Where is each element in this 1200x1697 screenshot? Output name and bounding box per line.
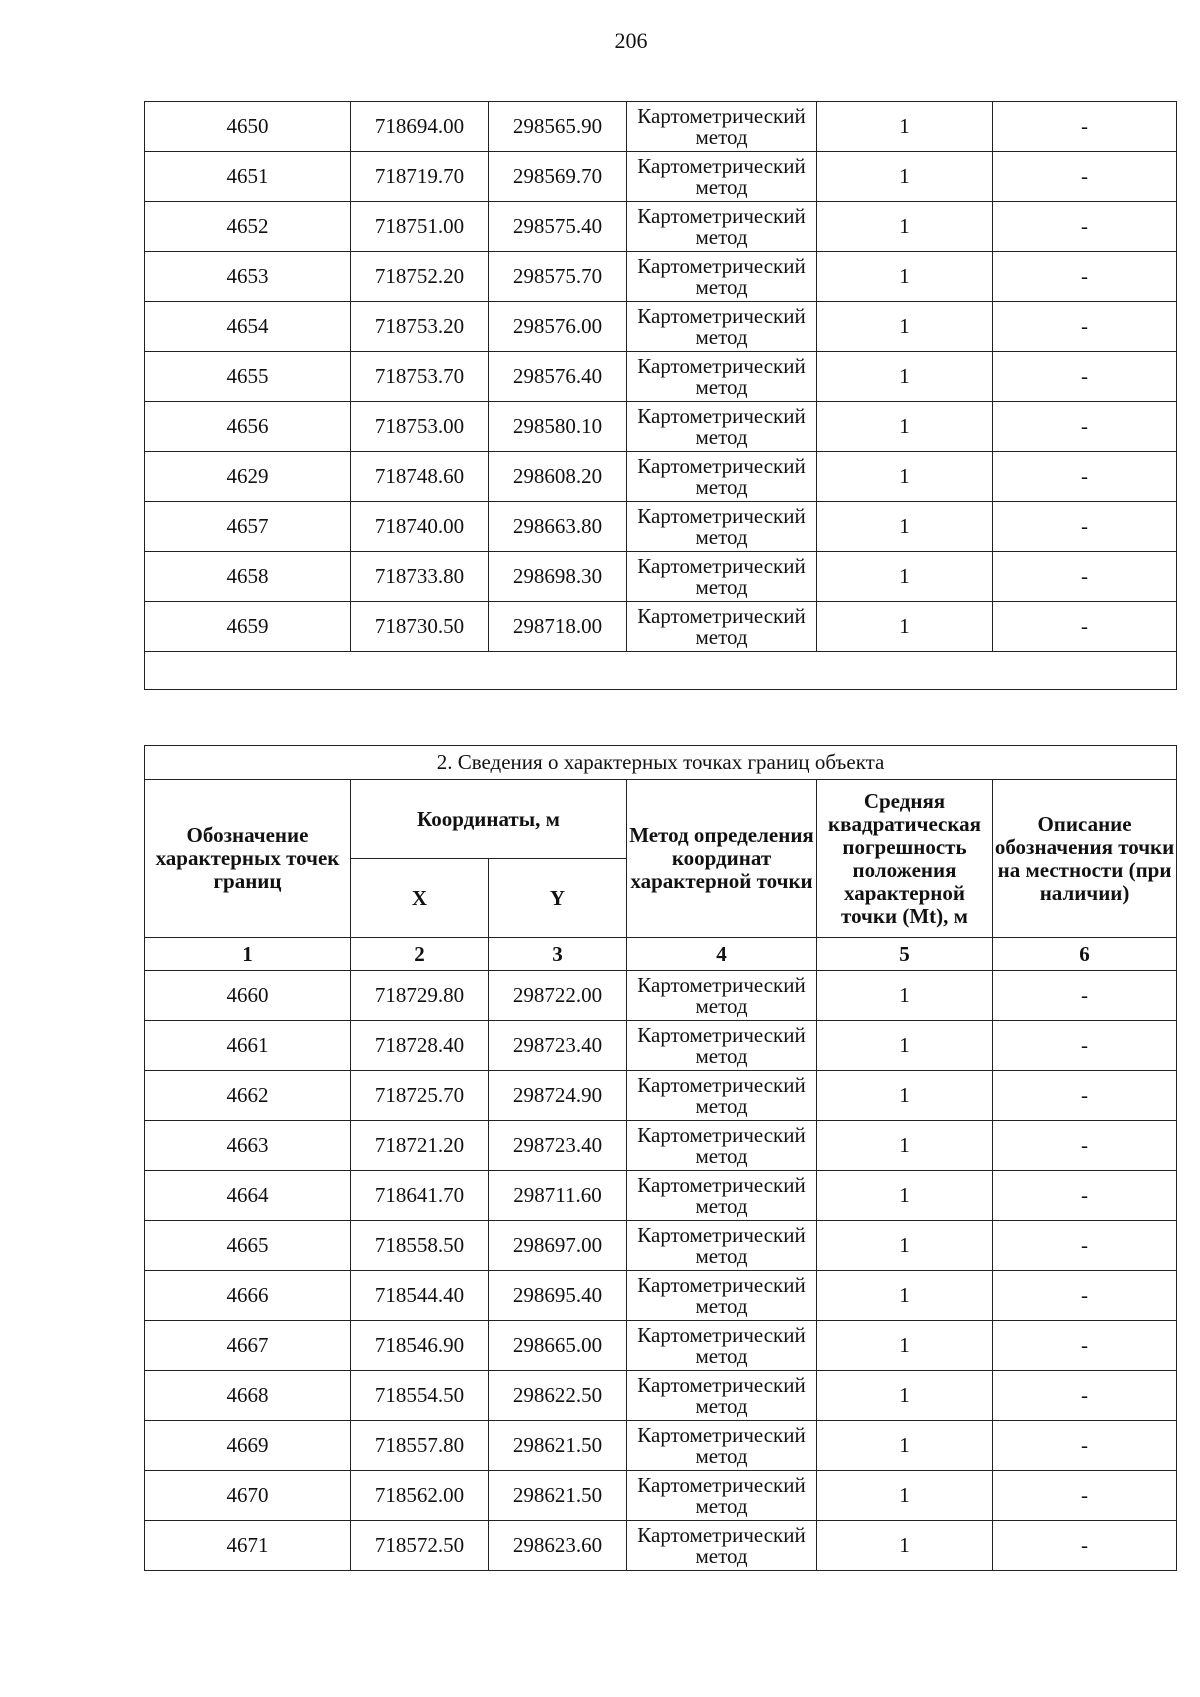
method-text: Картометрический: [637, 1372, 806, 1397]
table-row: [145, 1521, 1177, 1571]
point-cell: 4662: [145, 1071, 351, 1121]
description-cell: -: [993, 152, 1177, 202]
y-cell: 298698.30: [489, 552, 627, 602]
description-cell: -: [993, 552, 1177, 602]
method-cell: [627, 202, 817, 252]
x-cell: 718641.70: [351, 1171, 489, 1221]
method-cell: [627, 502, 817, 552]
table-row: [145, 1071, 1177, 1121]
y-cell: 298723.40: [489, 1021, 627, 1071]
method-text: метод: [695, 374, 748, 399]
accuracy-cell: 1: [817, 202, 993, 252]
point-cell: 4670: [145, 1471, 351, 1521]
x-cell: 718753.00: [351, 402, 489, 452]
point-cell: 4664: [145, 1171, 351, 1221]
method-text: метод: [695, 624, 748, 649]
method-text: метод: [695, 574, 748, 599]
y-cell: 298622.50: [489, 1371, 627, 1421]
method-text: Картометрический: [637, 1222, 806, 1247]
point-cell: 4660: [145, 971, 351, 1021]
table-row: [145, 202, 1177, 252]
point-cell: 4655: [145, 352, 351, 402]
method-cell: [627, 1471, 817, 1521]
point-cell: 4629: [145, 452, 351, 502]
method-text: Картометрический: [637, 1172, 806, 1197]
x-cell: 718572.50: [351, 1521, 489, 1571]
description-cell: -: [993, 1171, 1177, 1221]
method-text: метод: [695, 1443, 748, 1468]
method-text: метод: [695, 424, 748, 449]
x-cell: 718562.00: [351, 1471, 489, 1521]
y-cell: 298575.40: [489, 202, 627, 252]
description-cell: -: [993, 502, 1177, 552]
y-cell: 298623.60: [489, 1521, 627, 1571]
point-cell: 4669: [145, 1421, 351, 1471]
accuracy-cell: 1: [817, 1171, 993, 1221]
x-cell: 718694.00: [351, 102, 489, 152]
method-text: Картометрический: [637, 972, 806, 997]
y-cell: 298576.00: [489, 302, 627, 352]
table-row: [145, 1321, 1177, 1371]
y-cell: 298621.50: [489, 1471, 627, 1521]
table-row: [145, 552, 1177, 602]
method-text: Картометрический: [637, 1122, 806, 1147]
description-cell: -: [993, 302, 1177, 352]
y-cell: 298724.90: [489, 1071, 627, 1121]
method-cell: [627, 1421, 817, 1471]
accuracy-cell: 1: [817, 152, 993, 202]
method-text: Картометрический: [637, 253, 806, 278]
table-row: [145, 152, 1177, 202]
method-cell: [627, 1371, 817, 1421]
point-cell: 4659: [145, 602, 351, 652]
accuracy-cell: 1: [817, 502, 993, 552]
method-text: метод: [695, 124, 748, 149]
method-cell: [627, 1121, 817, 1171]
y-cell: 298569.70: [489, 152, 627, 202]
x-cell: 718748.60: [351, 452, 489, 502]
accuracy-cell: 1: [817, 1521, 993, 1571]
method-text: метод: [695, 524, 748, 549]
point-cell: 4650: [145, 102, 351, 152]
table-row: [145, 452, 1177, 502]
accuracy-cell: 1: [817, 302, 993, 352]
table-row: [145, 302, 1177, 352]
table-row: [145, 352, 1177, 402]
method-text: Картометрический: [637, 203, 806, 228]
accuracy-cell: 1: [817, 452, 993, 502]
description-cell: -: [993, 602, 1177, 652]
accuracy-cell: 1: [817, 971, 993, 1021]
y-cell: 298711.60: [489, 1171, 627, 1221]
table-row: [145, 1121, 1177, 1171]
accuracy-cell: 1: [817, 1021, 993, 1071]
method-text: Картометрический: [637, 303, 806, 328]
header-coordinates: Координаты, м: [351, 780, 627, 859]
y-cell: 298663.80: [489, 502, 627, 552]
x-cell: 718544.40: [351, 1271, 489, 1321]
description-cell: -: [993, 252, 1177, 302]
header-row: [145, 780, 1177, 859]
method-text: Картометрический: [637, 1472, 806, 1497]
method-cell: [627, 102, 817, 152]
method-text: метод: [695, 1143, 748, 1168]
accuracy-cell: 1: [817, 1271, 993, 1321]
x-cell: 718753.70: [351, 352, 489, 402]
accuracy-cell: 1: [817, 402, 993, 452]
method-cell: [627, 1221, 817, 1271]
description-cell: -: [993, 1221, 1177, 1271]
method-cell: [627, 1521, 817, 1571]
column-number: 3: [489, 938, 627, 971]
header-description: Описание обозначения точки на местности (при наличии): [993, 780, 1177, 938]
table-row: [145, 971, 1177, 1021]
method-cell: [627, 602, 817, 652]
method-cell: [627, 452, 817, 502]
y-cell: 298665.00: [489, 1321, 627, 1371]
accuracy-cell: 1: [817, 552, 993, 602]
method-text: метод: [695, 1543, 748, 1568]
y-cell: 298580.10: [489, 402, 627, 452]
method-text: метод: [695, 1293, 748, 1318]
accuracy-cell: 1: [817, 1371, 993, 1421]
method-text: метод: [695, 174, 748, 199]
method-text: метод: [695, 1493, 748, 1518]
method-text: Картометрический: [637, 1322, 806, 1347]
x-cell: 718558.50: [351, 1221, 489, 1271]
page-number: 206: [614, 28, 648, 53]
description-cell: -: [993, 1421, 1177, 1471]
accuracy-cell: 1: [817, 1071, 993, 1121]
x-cell: 718733.80: [351, 552, 489, 602]
method-cell: [627, 152, 817, 202]
method-text: метод: [695, 993, 748, 1018]
header-x: X: [351, 859, 489, 938]
method-cell: [627, 971, 817, 1021]
y-cell: 298621.50: [489, 1421, 627, 1471]
column-number: 6: [993, 938, 1177, 971]
method-text: Картометрический: [637, 103, 806, 128]
method-text: метод: [695, 274, 748, 299]
table-row: [145, 502, 1177, 552]
x-cell: 718725.70: [351, 1071, 489, 1121]
header-point-designation: Обозначение характерных точек границ: [145, 780, 351, 938]
header-accuracy: Средняя квадратическая погрешность положения характерной точки (Mt), м: [817, 780, 993, 938]
y-cell: 298576.40: [489, 352, 627, 402]
x-cell: 718546.90: [351, 1321, 489, 1371]
method-text: метод: [695, 1043, 748, 1068]
description-cell: -: [993, 1021, 1177, 1071]
description-cell: -: [993, 1271, 1177, 1321]
description-cell: -: [993, 1521, 1177, 1571]
method-cell: [627, 552, 817, 602]
point-cell: 4652: [145, 202, 351, 252]
accuracy-cell: 1: [817, 1121, 993, 1171]
x-cell: 718753.20: [351, 302, 489, 352]
method-text: метод: [695, 1243, 748, 1268]
section-title: 2. Сведения о характерных точках границ объекта: [145, 746, 1177, 780]
table-row: [145, 1221, 1177, 1271]
point-cell: 4653: [145, 252, 351, 302]
method-text: Картометрический: [637, 553, 806, 578]
column-number: 2: [351, 938, 489, 971]
table-row: [145, 1371, 1177, 1421]
column-number: 5: [817, 938, 993, 971]
x-cell: 718728.40: [351, 1021, 489, 1071]
accuracy-cell: 1: [817, 252, 993, 302]
method-cell: [627, 252, 817, 302]
column-number: 1: [145, 938, 351, 971]
x-cell: 718730.50: [351, 602, 489, 652]
empty-cell: [145, 652, 1177, 690]
method-text: Картометрический: [637, 1072, 806, 1097]
table-row: [145, 602, 1177, 652]
description-cell: -: [993, 1321, 1177, 1371]
method-text: Картометрический: [637, 1522, 806, 1547]
x-cell: 718719.70: [351, 152, 489, 202]
method-cell: [627, 1171, 817, 1221]
method-cell: [627, 302, 817, 352]
header-method: Метод определения координат характерной точки: [627, 780, 817, 938]
accuracy-cell: 1: [817, 1421, 993, 1471]
description-cell: -: [993, 1121, 1177, 1171]
point-cell: 4665: [145, 1221, 351, 1271]
point-cell: 4654: [145, 302, 351, 352]
point-cell: 4666: [145, 1271, 351, 1321]
point-cell: 4658: [145, 552, 351, 602]
method-text: метод: [695, 1393, 748, 1418]
method-text: Картометрический: [637, 1272, 806, 1297]
description-cell: -: [993, 1471, 1177, 1521]
table-row: [145, 1271, 1177, 1321]
table-row: [145, 102, 1177, 152]
accuracy-cell: 1: [817, 1321, 993, 1371]
method-cell: [627, 1071, 817, 1121]
method-cell: [627, 352, 817, 402]
description-cell: -: [993, 971, 1177, 1021]
description-cell: -: [993, 452, 1177, 502]
y-cell: 298722.00: [489, 971, 627, 1021]
table-row: [145, 252, 1177, 302]
y-cell: 298718.00: [489, 602, 627, 652]
x-cell: 718740.00: [351, 502, 489, 552]
table-body: [145, 102, 1177, 652]
coordinates-table-continued: [144, 101, 1177, 690]
x-cell: 718557.80: [351, 1421, 489, 1471]
empty-row: [145, 652, 1177, 690]
method-text: Картометрический: [637, 1422, 806, 1447]
table-row: [145, 1171, 1177, 1221]
method-text: метод: [695, 1343, 748, 1368]
accuracy-cell: 1: [817, 352, 993, 402]
x-cell: 718751.00: [351, 202, 489, 252]
description-cell: -: [993, 402, 1177, 452]
point-cell: 4661: [145, 1021, 351, 1071]
column-number: 4: [627, 938, 817, 971]
x-cell: 718729.80: [351, 971, 489, 1021]
point-cell: 4668: [145, 1371, 351, 1421]
description-cell: -: [993, 352, 1177, 402]
method-text: Картометрический: [637, 603, 806, 628]
description-cell: -: [993, 1071, 1177, 1121]
method-text: метод: [695, 1193, 748, 1218]
method-text: метод: [695, 224, 748, 249]
point-cell: 4667: [145, 1321, 351, 1371]
x-cell: 718752.20: [351, 252, 489, 302]
boundary-points-table: [144, 745, 1177, 1571]
point-cell: 4663: [145, 1121, 351, 1171]
method-text: Картометрический: [637, 503, 806, 528]
table-row: [145, 1021, 1177, 1071]
method-text: Картометрический: [637, 1022, 806, 1047]
method-cell: [627, 402, 817, 452]
table-row: [145, 402, 1177, 452]
accuracy-cell: 1: [817, 1221, 993, 1271]
method-cell: [627, 1021, 817, 1071]
method-text: Картометрический: [637, 353, 806, 378]
y-cell: 298565.90: [489, 102, 627, 152]
y-cell: 298575.70: [489, 252, 627, 302]
y-cell: 298697.00: [489, 1221, 627, 1271]
accuracy-cell: 1: [817, 602, 993, 652]
x-cell: 718554.50: [351, 1371, 489, 1421]
description-cell: -: [993, 202, 1177, 252]
method-text: Картометрический: [637, 453, 806, 478]
table-row: [145, 1471, 1177, 1521]
y-cell: 298695.40: [489, 1271, 627, 1321]
method-text: Картометрический: [637, 403, 806, 428]
method-text: Картометрический: [637, 153, 806, 178]
description-cell: -: [993, 1371, 1177, 1421]
method-text: метод: [695, 324, 748, 349]
table-body: [145, 971, 1177, 1571]
header-y: Y: [489, 859, 627, 938]
point-cell: 4671: [145, 1521, 351, 1571]
section-title-row: [145, 746, 1177, 780]
x-cell: 718721.20: [351, 1121, 489, 1171]
column-numbers-row: [145, 938, 1177, 971]
method-text: метод: [695, 474, 748, 499]
method-cell: [627, 1271, 817, 1321]
accuracy-cell: 1: [817, 102, 993, 152]
table-row: [145, 1421, 1177, 1471]
point-cell: 4656: [145, 402, 351, 452]
method-cell: [627, 1321, 817, 1371]
description-cell: -: [993, 102, 1177, 152]
y-cell: 298608.20: [489, 452, 627, 502]
accuracy-cell: 1: [817, 1471, 993, 1521]
point-cell: 4651: [145, 152, 351, 202]
y-cell: 298723.40: [489, 1121, 627, 1171]
point-cell: 4657: [145, 502, 351, 552]
method-text: метод: [695, 1093, 748, 1118]
